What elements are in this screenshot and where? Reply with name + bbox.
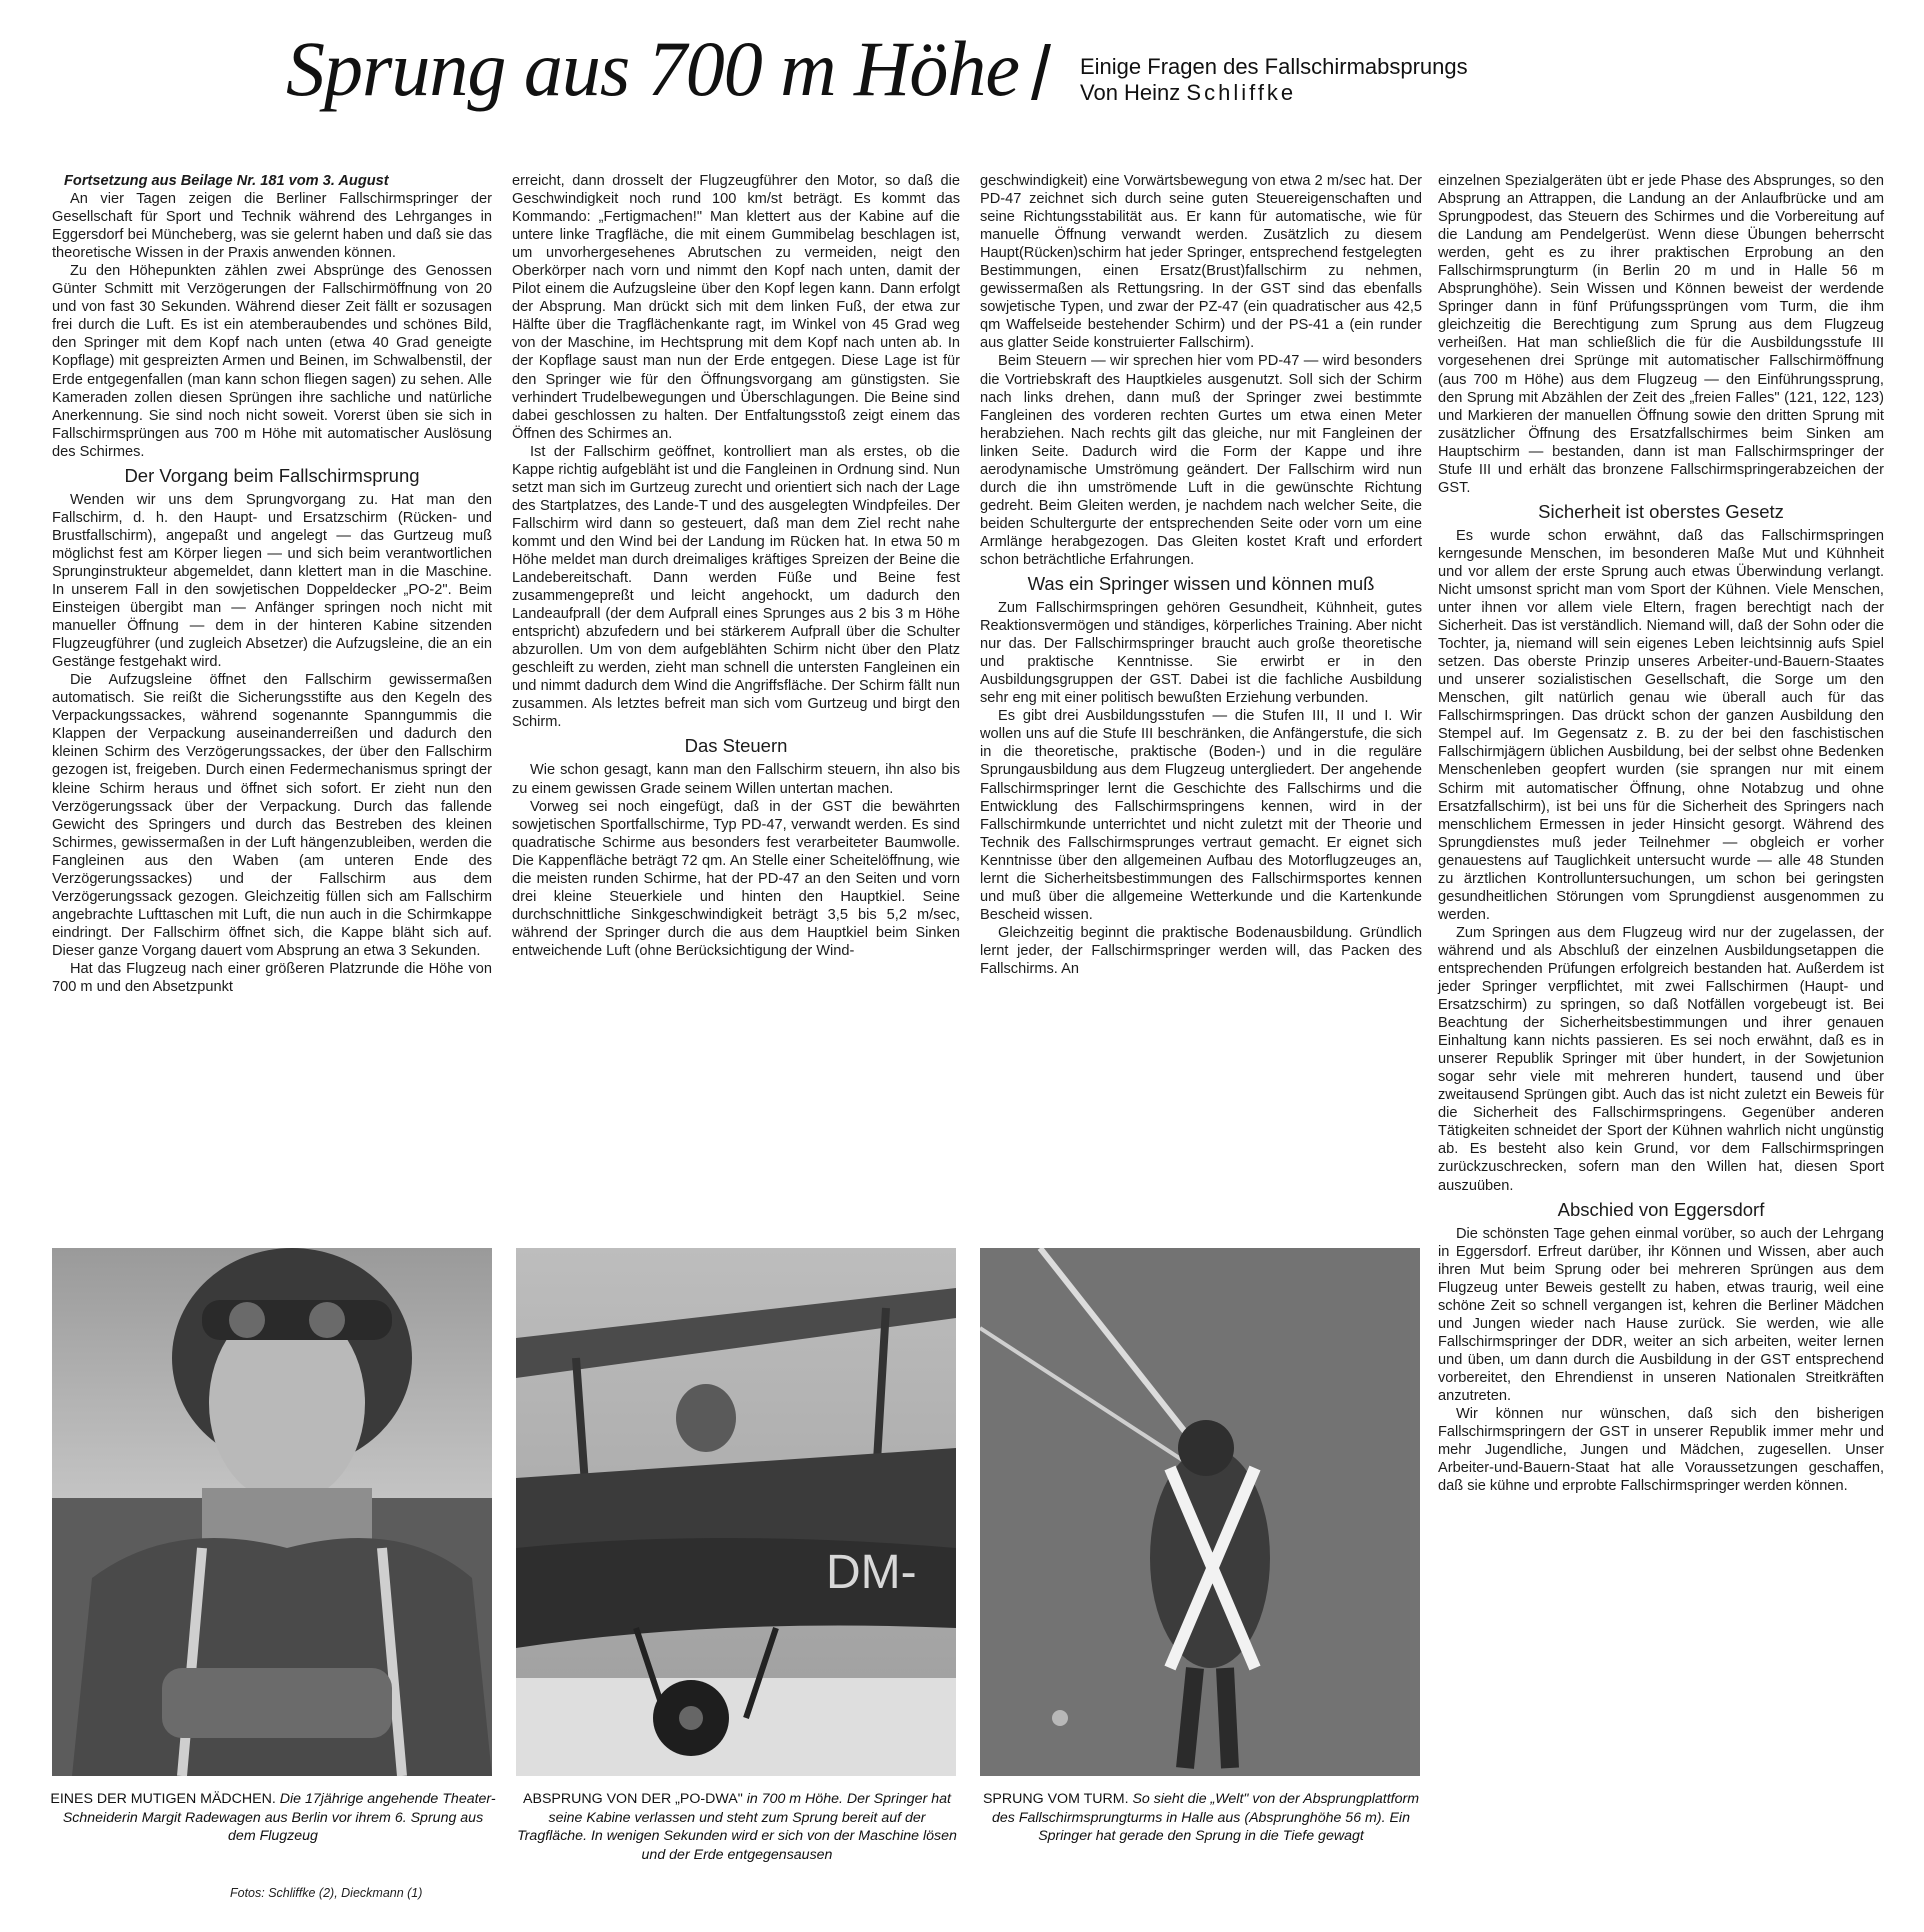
section-heading: Abschied von Eggersdorf: [1557, 1198, 1765, 1220]
section-heading: Das Steuern: [684, 735, 788, 757]
paragraph: einzelnen Spezialgeräten übt er jede Phase des Absprunges, so den Absprung an Attrappen, die Landung an der Anlaufbrücke und am Sprungpodest, das Steuern des Schirmes und die Vorbereitung auf die Landung am Pendelgerüst. Wenn diese Übungen beherrscht werden, geht es zu ihrer praktischen Erprobung an den Fallschirmsprungturm (in Berlin 20 m und in Halle 56 m Absprunghöhe). Sein Wissen und Können beweist der werdende Springer dann in fünf Prüfungssprüngen vom Turm, die ihm gleichzeitig die Berechtigung zum Sprung aus dem Flugzeug verheißen. Hat man schließlich die für die Ausbildungsstufe III vorgesehenen drei Sprünge mit automatischer Fallschirmöffnung (aus 700 m Höhe) aus dem Flugzeug — den Einführungssprung, den Sprung mit Abzählen der Zeit des „freien Falles" (121, 122, 123) und Markieren der manuellen Öffnung sowie den dritten Sprung mit zusätzlicher Öffnung des Ersatzfallschirmes beim Sinken am Hauptschirm — bestanden, dann ist man Fallschirmspringer der Stufe III und erhält das bronzene Fallschirmspringerabzeichen der GST.: [1438, 173, 1884, 496]
paragraph: Zu den Höhepunkten zählen zwei Absprünge des Genossen Günter Schmitt mit Verzögerungen der Fallschirmöffnung von 20 und von fast 30 Sekunden. Während dieser Zeit fällt er sozusagen frei durch die Luft. Es ist ein atemberaubendes und schönes Bild, den Springer mit dem Kopf nach unten (etwa 40 Grad geneigte Kopflage) mit gespreizten Armen und Beinen, im Schwalbenstil, der Erde entgegenfallen (man kann schon fliegen sagen) zu sehen. Alle Kameraden zollen diesen Sprüngen ihre sachliche und natürliche Anerkennung. Sie sind noch nicht soweit. Vorerst üben sie sich in Fallschirmsprüngen aus 700 m Höhe mit automatischer Auslösung des Schirmes.: [52, 263, 492, 460]
paragraph: Beim Steuern — wir sprechen hier vom PD-47 — wird besonders die Vortriebskraft des Hauptkieles ausgenutzt. Soll sich der Schirm nach links drehen, dann muß der Springer zwei bestimmte Fangleinen des vorderen rechten Gurtes um etwa einen Meter herabziehen. Nach rechts gilt das gleiche, nur mit Fangleinen der linken Seite. Dadurch wird die Form der Kappe und ihre aerodynamische Umströmung geändert. Der Fallschirm wird nun durch die ihn umströmende Luft in die gewünschte Richtung gedreht. Beim Gleiten werden, je nachdem nach welcher Seite, die beiden Schultergurte der entsprechenden Seite oder vorn um eine Armlänge herabgezogen. Das Gleiten kostet Kraft und erfordert schon beträchtliche Erfahrungen.: [980, 353, 1422, 568]
paragraph: Es gibt drei Ausbildungsstufen — die Stufen III, II und I. Wir wollen uns auf die Stufe III beschränken, die Anfängerstufe, die sich in die theoretische, praktische (Boden-) und in die reguläre Sprungausbildung aus dem Flugzeug untergliedert. Der angehende Fallschirmspringer lernt die Geschichte des Fallschirms und die Entwicklung des Fallschirmspringens kennen, wird in der Fallschirmkunde unterrichtet und nicht zuletzt mit der Theorie und Technik des Fallschirmsprunges vertraut gemacht. Er eignet sich Kenntnisse über den allgemeinen Aufbau des Motorflugzeuges an, lernt die Sicherheitsbestimmungen des Fallschirmsportes kennen und muß über die allgemeine Wetterkunde und die Kartenkunde Bescheid wissen.: [980, 708, 1422, 923]
text-column-4: [1438, 172, 1884, 1495]
plane-registration: DM-: [826, 1546, 917, 1599]
paragraph: Zum Springen aus dem Flugzeug wird nur der zugelassen, der während und als Abschluß der einzelnen Ausbildungsetappen die entsprechenden Prüfungen erfolgreich bestanden hat. Außerdem ist jeder Springer verpflichtet, mit zwei Fallschirmen (Haupt- und Ersatzschirm) zu springen, so daß Notfällen vorgebeugt ist. Bei Beachtung der Sicherheitsbestimmungen und ihrer genauen Einhaltung kann nichts passieren. Es sei noch erwähnt, daß es in unserer Republik Springer mit über hundert, in der Sowjetunion sogar sehr viele mit mehreren hundert, tausend und über zweitausend Sprüngen gibt. Auch das ist nicht zuletzt ein Beweis für die Sicherheit des Fallschirmspringens. Gegenüber anderen Tätigkeiten schneidet der Sport der Kühnen wahrlich nicht ungünstig ab. Es besteht also kein Grund, vor dem Fallschirmspringen zurückzuschrecken, sofern man den Willen hat, diesen Sport auszuüben.: [1438, 924, 1884, 1194]
photo-tower-jump: [980, 1248, 1420, 1776]
caption-text: So sieht die „Welt" von der Absprungplattform des Fallschirmsprungturms in Halle aus (Absprunghöhe 56 m). Ein Springer hat gerade den Sprung in die Tiefe gewagt: [992, 1791, 1420, 1844]
paragraph: An vier Tagen zeigen die Berliner Fallschirmspringer der Gesellschaft für Sport und Technik während des Lehrganges in Eggersdorf bei Müncheberg, was sie gelernt haben und daß sie das theoretische Wissen in der Praxis anwenden können.: [52, 191, 492, 262]
paragraph: Wir können nur wünschen, daß sich den bisherigen Fallschirmspringern der GST in unserer Republik immer mehr und mehr Jugendliche, Jungen und Mädchen, zugesellen. Unser Arbeiter-und-Bauern-Staat hat alle Voraussetzungen geschaffen, daß sie kühne und erprobte Fallschirmspringer werden können.: [1438, 1406, 1884, 1495]
paragraph: Die schönsten Tage gehen einmal vorüber, so auch der Lehrgang in Eggersdorf. Erfreut darüber, ihr Können und Wissen, aber auch ihren Mut beim Sprung oder bei mehreren Sprüngen aus dem Flugzeug unter Beweis gestellt zu haben, etwas traurig, weil eine schöne Zeit so schnell vergangen ist, kehren die Berliner Mädchen und Jungen wieder nach Hause zurück. Sie werden, wie alle Fallschirmspringer der DDR, weiter an sich arbeiten, weiter lernen und üben, um dann durch die Ausbildung in der GST entsprechend vorbereitet, den Ehrendienst in unseren Nationalen Streitkräften anzutreten.: [1438, 1225, 1884, 1404]
section-heading: Was ein Springer wissen und können muß: [1027, 573, 1375, 595]
section-heading: Der Vorgang beim Fallschirmsprung: [124, 464, 420, 486]
article-subtitle-block: [1080, 54, 1468, 106]
photo-caption-1: [50, 1790, 496, 1846]
paragraph: Die Aufzugsleine öffnet den Fallschirm gewissermaßen automatisch. Sie reißt die Sicherungsstifte aus den Kegeln des Verpackungssackes, während sogenannte Spanngummis die Klappen der Verpackung auseinanderreißen und dadurch den kleinen Schirm des Verzögerungssackes, der über den Fallschirm gezogen ist, freigeben. Durch einen Federmechanismus springt der kleine Schirm heraus und öffnet sich sofort. Er zieht nun den Verzögerungssack über der Verpackung. Durch das fallende Gewicht des Springers und durch das Bestreben des kleinen Schirmes, gewissermaßen in der Luft hängenzubleiben, werden die Fangleinen aus den Waben (am unteren Ende des Verzögerungssackes) und der Fallschirm aus dem Verzögerungssack gezogen. Gleichzeitig füllen sich am Fallschirm angebrachte Lufttaschen mit Luft, die nun auch in die Schirmkappe eindringt. Der Fallschirm öffnet sich, die Kappe bläht sich auf. Dieser ganze Vorgang dauert vom Absprung an etwa 3 Sekunden.: [52, 672, 492, 959]
text-column-1: [52, 172, 492, 996]
paragraph: geschwindigkeit) eine Vorwärtsbewegung von etwa 2 m/sec hat. Der PD-47 zeichnet sich durch seine guten Steuereigenschaften und seine Richtungsstabilität aus. Er kann für automatische, wie für manuelle Öffnung verwandt werden. Zusätzlich zu diesem Haupt(Rücken)schirm hat jeder Springer, entsprechend festgelegten Bestimmungen, einen Ersatz(Brust)fallschirm zu nehmen, gewissermaßen als Rettungsring. In der GST sind das ebenfalls sowjetische Typen, und zwar der PZ-47 (ein quadratischer aus 42,5 qm Waffelseide bestehender Schirm) und der PS-41 a (ein runder aus glatter Seide konstruierter Fallschirm).: [980, 173, 1422, 352]
paragraph: Gleichzeitig beginnt die praktische Bodenausbildung. Gründlich lernt jeder, der Fallschirmspringer werden will, das Packen des Fallschirms. An: [980, 924, 1422, 977]
article-title: Sprung aus 700 m Höhe: [286, 25, 1019, 112]
section-heading: Sicherheit ist oberstes Gesetz: [1538, 500, 1784, 522]
biplane-image: [516, 1248, 956, 1776]
article-subtitle: Einige Fragen des Fallschirmabsprungs: [1080, 54, 1468, 79]
text-column-3: [980, 172, 1422, 978]
paragraph: Es wurde schon erwähnt, daß das Fallschirmspringen kerngesunde Menschen, im besonderen Maße Mut und Kühnheit und vor allem der erste Sprung auch etwas Überwindung verlangt. Nicht umsonst spricht man vom Sport der Kühnen. Viele Menschen, unter ihnen vor allem viele Eltern, fragen berechtigt nach der Sicherheit. Das ist verständlich. Niemand will, daß der Sohn oder die Tochter, ja, niemand will sein eigenes Leben leichtsinnig aufs Spiel setzen. Das oberste Prinzip unseres Arbeiter-und-Bauern-Staates und unserer sozialistischen Gesellschaft, die Sorge um den Menschen, gilt natürlich genau wie überall auch für das Fallschirmspringen. Das drückt schon der ganzen Ausbildung den Stempel auf. Im Gegensatz z. B. zu der bei den faschistischen Fallschirmjägern üblichen Ausbildung, bei der selbst ohne Bedenken Menschenleben geopfert wurden (sie sprangen nur mit einem Schirm mit automatischer Öffnung, ohne Notabzug und ohne Ersatzfallschirm), ist bei uns für die Sicherheit des Springers nach menschlichem Ermessen in jeder Hinsicht gesorgt. Während des Sprungdienstes muß jeder Teilnehmer — obgleich er vorher genauestens auf Tauglichkeit untersucht wurde — alle 48 Stunden zu ärztlichen Kontrolluntersuchungen, um schon bei geringsten gesundheitlichen Störungen vom Sprungdienst ausgenommen zu werden.: [1438, 527, 1884, 923]
photo-caption-2: [514, 1790, 960, 1864]
caption-label: SPRUNG VOM TURM.: [982, 1791, 1129, 1807]
paragraph: Wenden wir uns dem Sprungvorgang zu. Hat man den Fallschirm, d. h. den Haupt- und Ersatzschirm (Rücken- und Brustfallschirm), angepaßt und angelegt — das Gurtzeug muß möglichst fest am Körper liegen — und sich beim verantwortlichen Sprunginstrukteur abgemeldet, dann klettert man in die Maschine. In unserem Fall in den sowjetischen Doppeldecker „PO-2". Beim Einsteigen übergibt man — Anfänger springen noch nicht mit manueller Öffnung — dem in der hinteren Kabine sitzenden Flugzeugführer (und zugleich Absetzer) die Aufzugsleine, die an ein Gestänge festgehakt wird.: [52, 491, 492, 671]
photo-credit: Fotos: Schliffke (2), Dieckmann (1): [230, 1886, 423, 1900]
photo-parachutist-portrait: [52, 1248, 492, 1776]
tower-jump-image: [980, 1248, 1420, 1776]
title-divider: [1031, 44, 1051, 100]
caption-text: in 700 m Höhe. Der Springer hat seine Kabine verlassen und steht zum Sprung bereit auf der Tragfläche. In wenigen Sekunden wird er sich von der Maschine lösen und der Erde entgegensausen: [517, 1791, 957, 1863]
text-column-2: [512, 172, 960, 960]
caption-text: Die 17jährige angehende Theater-Schneiderin Margit Radewagen aus Berlin vor ihrem 6. Sprung aus dem Flugzeug: [62, 1791, 496, 1844]
paragraph: Hat das Flugzeug nach einer größeren Platzrunde die Höhe von 700 m und den Absetzpunkt: [52, 960, 492, 996]
paragraph: Zum Fallschirmspringen gehören Gesundheit, Kühnheit, gutes Reaktionsvermögen und ständiges, körperliches Training. Aber nicht nur das. Der Fallschirmspringer braucht auch große theoretische und praktische Kenntnisse. Sie erwirbt er in den Ausbildungsgruppen der GST. Dabei ist die fachliche Ausbildung sehr eng mit einer politisch bewußten Erziehung verbunden.: [980, 600, 1422, 707]
article-byline: [1080, 80, 1468, 106]
paragraph: Vorweg sei noch eingefügt, daß in der GST die bewährten sowjetischen Sportfallschirme, Typ PD-47, verwandt werden. Es sind quadratische Schirme aus besonders fest verarbeiteter Baumwolle. Die Kappenfläche beträgt 72 qm. An Stelle einer Scheitelöffnung, wie die meisten runden Schirme, hat der PD-47 an den Seiten und vorn drei kleine Steuerkiele und hinten den Hauptkiel. Seine durchschnittliche Sinkgeschwindigkeit beträgt 3,5 bis 5,2 m/sec, während der Springer durch die aus dem Hauptkiel beim Sinken entweichende Luft (ohne Berücksichtigung der Wind-: [512, 798, 960, 959]
caption-label: ABSPRUNG VON DER „PO-DWA": [523, 1791, 743, 1807]
portrait-image: [52, 1248, 492, 1776]
paragraph: Wie schon gesagt, kann man den Fallschirm steuern, ihn also bis zu einem gewissen Grade seinem Willen untertan machen.: [512, 762, 960, 797]
paragraph: erreicht, dann drosselt der Flugzeugführer den Motor, so daß die Geschwindigkeit noch rund 100 km/st beträgt. Es kommt das Kommando: „Fertigmachen!" Man klettert aus der Kabine auf die untere linke Tragfläche, die mit einem Gummibelag beschlagen ist, um unvorhergesehenes Abrutschen zu vermeiden, neigt den Oberkörper nach vorn und nimmt den Kopf nach unten, damit der Pilot einem die Aufzugsleine über den Kopf legen kann. Dann erfolgt der Absprung. Man drückt sich mit dem linken Fuß, der etwa zur Hälfte über die Tragflächenkante ragt, im Winkel von 45 Grad weg von der Maschine, im Hechtsprung mit dem Kopf nach unten ab. In der Kopflage saust man nun der Erde entgegen. Diese Lage ist für den Springer wie für den Öffnungsvorgang am günstigsten. Sie verhindert Trudelbewegungen und Überschlagungen. Die Beine sind dabei geschlossen zu halten. Der Entfaltungsstoß zeigt einem das Öffnen des Schirmes an.: [512, 173, 960, 442]
photo-caption-3: [978, 1790, 1424, 1846]
byline-prefix: Von Heinz: [1080, 80, 1181, 105]
byline-name: Schliffke: [1186, 80, 1297, 105]
continuation-note: Fortsetzung aus Beilage Nr. 181 vom 3. August: [64, 173, 389, 189]
caption-label: EINES DER MUTIGEN MÄDCHEN.: [50, 1791, 276, 1807]
paragraph: Ist der Fallschirm geöffnet, kontrolliert man als erstes, ob die Kappe richtig aufgebläht ist und die Fangleinen in Ordnung sind. Nun setzt man sich im Gurtzeug zurecht und orientiert sich nach der Lage des Startplatzes, des Lande-T und des ausgelegten Windpfeiles. Der Fallschirm wird dann so gesteuert, daß man dem Ziel recht nahe kommt und den Wind bei der Landung im Rücken hat. In etwa 50 m Höhe meldet man durch dreimaliges kräftiges Spreizen der Beine die Landebereitschaft. Dann werden Füße und Beine fest zusammengepreßt und leicht angehockt, um dadurch den Landeaufprall (der dem Aufprall eines Sprunges aus 2 bis 3 m Höhe entspricht) abzufedern und bei stärkerem Aufprall über die Schulter abzurollen. Um von dem aufgeblähten Schirm nicht über den Platz geschleift zu werden, zieht man schnell die untersten Fangleinen ein und nimmt dadurch dem Wind die Angriffsfläche. Der Schirm fällt nun zusammen. Als letztes befreit man sich vom Gurtzeug und birgt den Schirm.: [512, 443, 960, 731]
photo-biplane: [516, 1248, 956, 1776]
